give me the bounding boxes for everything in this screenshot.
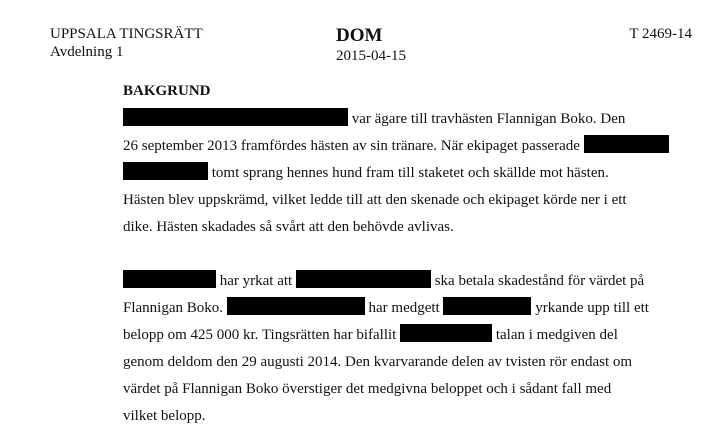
section-heading: BAKGRUND [123,83,211,99]
redaction-block [123,162,208,180]
paragraph-2-line-1: har yrkat att ska betala skadestånd för värdet på [123,268,683,295]
redaction-block [584,135,669,153]
paragraph-1-line-4: Hästen blev uppskrämd, vilket ledde till att den skenade och ekipaget körde ner i ett [123,192,627,208]
redaction-block [296,270,431,288]
paragraph-1-line-1: var ägare till travhästen Flannigan Boko. Den [123,106,683,133]
document-type: DOM [336,25,383,46]
redaction-block [400,324,492,342]
document-date: 2015-04-15 [336,48,406,64]
document-body [123,106,683,430]
paragraph-1-line-5: dike. Hästen skadades så svårt att den behövde avlivas. [123,219,454,235]
paragraph-2-line-5: värdet på Flannigan Boko överstiger det medgivna beloppet och i sådant fall med [123,381,612,397]
paragraph-2-line-6: vilket belopp. [123,408,206,424]
paragraph-2-line-3: belopp om 425 000 kr. Tingsrätten har bifallit talan i medgiven del [123,322,683,349]
court-block [50,25,203,61]
division: Avdelning 1 [50,44,124,60]
case-number: T 2469-14 [629,26,692,42]
court-name: UPPSALA TINGSRÄTT [50,26,203,42]
redaction-block [443,297,531,315]
redaction-block [123,270,216,288]
paragraph-2-line-4: genom deldom den 29 augusti 2014. Den kvarvarande delen av tvisten rör endast om [123,354,633,370]
redaction-block [227,297,365,315]
paragraph-1-line-2: 26 september 2013 framfördes hästen av sin tränare. När ekipaget passerade [123,133,683,160]
paragraph-1-line-3: tomt sprang hennes hund fram till staketet och skällde mot hästen. [123,160,683,187]
redaction-block [123,108,348,126]
paragraph-2-line-2: Flannigan Boko. har medgett yrkande upp till ett [123,295,683,322]
